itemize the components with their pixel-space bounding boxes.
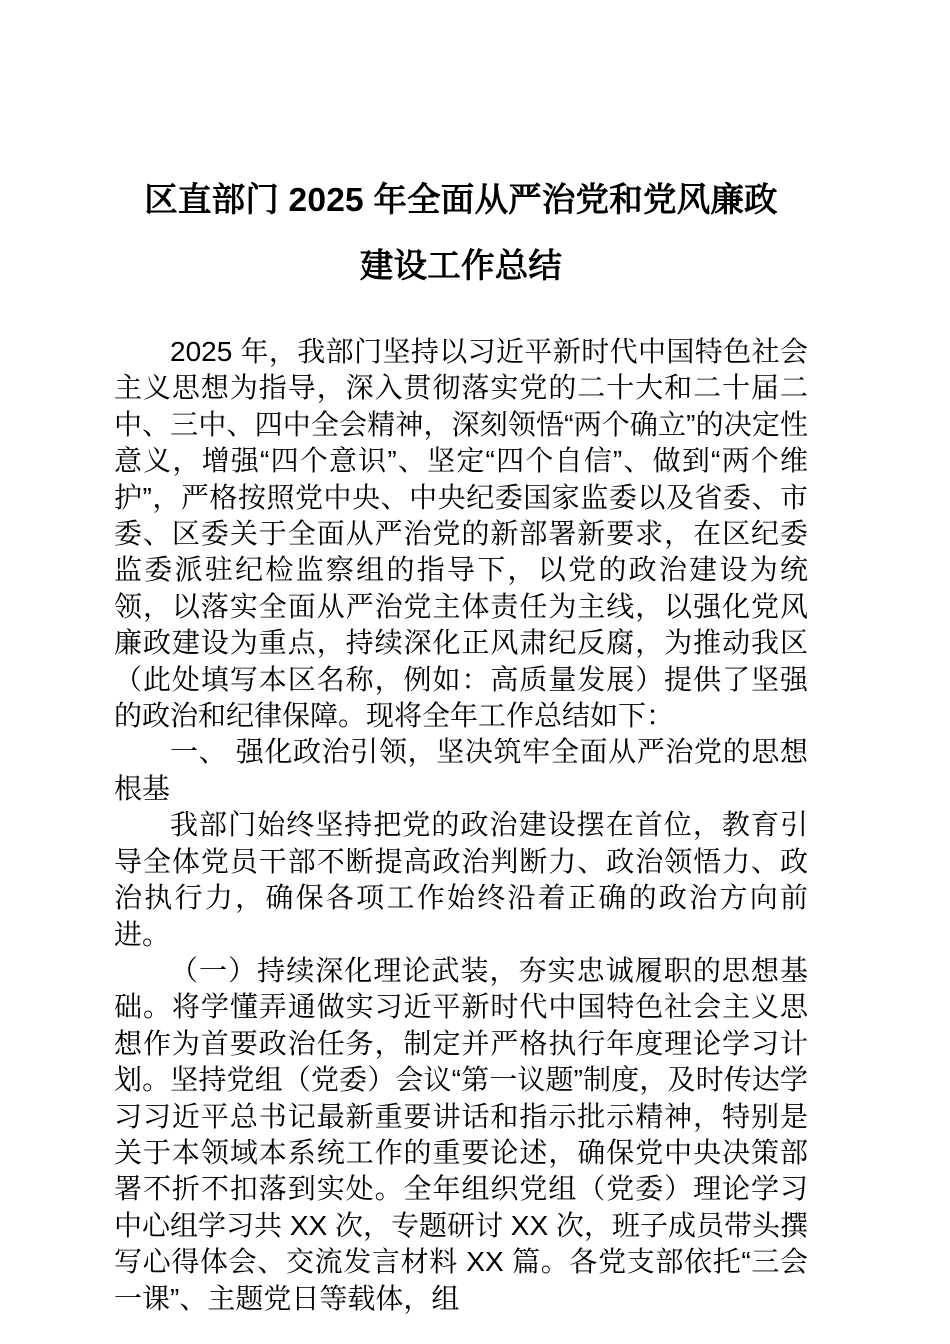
document-title	[114, 168, 808, 300]
title-body-spacer	[114, 300, 808, 334]
document-body	[114, 168, 808, 1317]
section-heading-1: 一、 强化政治引领，坚决筑牢全面从严治党的思想根基	[114, 736, 808, 804]
document-title-line-1: 区直部门 2025 年全面从严治党和党风廉政	[144, 182, 778, 219]
subsection-1-1-paragraph: （一）持续深化理论武装，夯实忠诚履职的思想基础。将学懂弄通做实习近平新时代中国特色社会主义思想作为首要政治任务，制定并严格执行年度理论学习计划。坚持党组（党委）会议“第一议题”制度，及时传达学习习近平总书记最新重要讲话和指示批示精神，特别是关于本领域本系统工作的重要论述，确保党中央决策部署不折不扣落到实处。全年组织党组（党委）理论学习中心组学习共 XX 次，专题研讨 XX 次，班子成员带头撰写心得体会、交流发言材料 XX 篇。各党支部依托“三会一课”、主题党日等载体，组	[114, 954, 808, 1314]
section-1-body-paragraph: 我部门始终坚持把党的政治建设摆在首位，教育引导全体党员干部不断提高政治判断力、政治领悟力、政治执行力，确保各项工作始终沿着正确的政治方向前进。	[114, 809, 808, 950]
document-title-line-2: 建设工作总结	[359, 248, 563, 285]
intro-paragraph: 2025 年，我部门坚持以习近平新时代中国特色社会主义思想为指导，深入贯彻落实党的二十大和二十届二中、三中、四中全会精神，深刻领悟“两个确立”的决定性意义，增强“四个意识”、坚定“四个自信”、做到“两个维护”，严格按照党中央、中央纪委国家监委以及省委、市委、区委关于全面从严治党的新部署新要求，在区纪委监委派驻纪检监察组的指导下，以党的政治建设为统领，以落实全面从严治党主体责任为主线，以强化党风廉政建设为重点，持续深化正风肃纪反腐，为推动我区（此处填写本区名称，例如：高质量发展）提供了坚强的政治和纪律保障。现将全年工作总结如下：	[114, 336, 808, 732]
